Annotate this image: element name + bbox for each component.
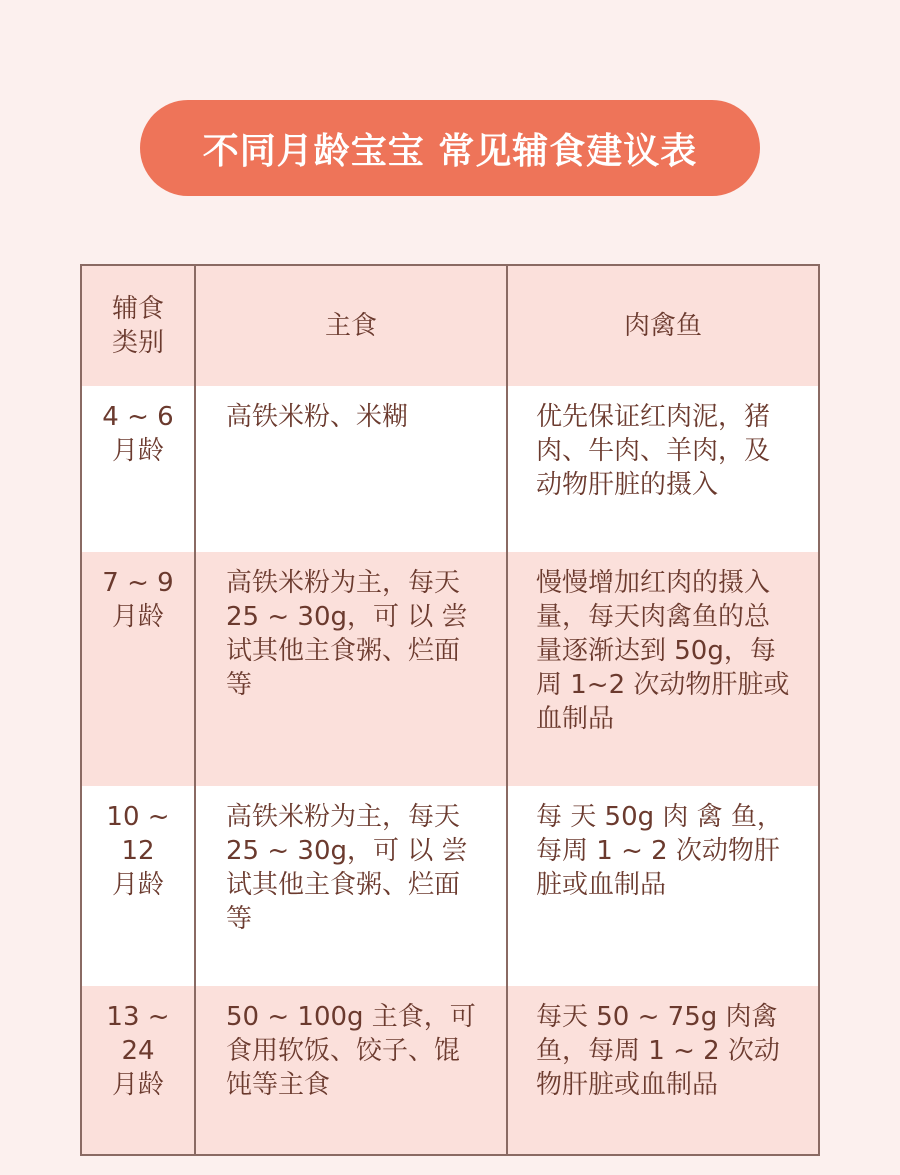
age-unit: 月龄 [111, 870, 164, 900]
age-range: 10 ~ 12 [106, 802, 170, 866]
meat-text: 物肝脏或血制品 [536, 1070, 719, 1100]
staple-text: 25 ~ 30g，可 以 尝 [226, 602, 468, 632]
meat-text: 量逐渐达到 50g，每 [536, 636, 776, 666]
age-range: 4 ~ 6 [102, 402, 174, 432]
age-cell [82, 386, 196, 552]
age-unit: 月龄 [111, 602, 164, 632]
meat-text: 每 天 50g 肉 禽 鱼， [536, 802, 783, 832]
table-header-row [82, 266, 818, 386]
age-cell [82, 986, 196, 1154]
staple-text: 等 [226, 904, 253, 934]
meat-text: 血制品 [536, 704, 615, 734]
meat-cell [508, 786, 818, 986]
age-range: 7 ~ 9 [102, 568, 174, 598]
table-row [82, 552, 818, 786]
meat-text: 鱼，每周 1 ~ 2 次动 [536, 1036, 780, 1066]
meat-text: 优先保证红肉泥，猪 [536, 402, 771, 432]
staple-cell [196, 552, 508, 786]
table-row [82, 786, 818, 986]
meat-text: 慢慢增加红肉的摄入 [536, 568, 771, 598]
staple-cell [196, 786, 508, 986]
staple-text: 试其他主食粥、烂面 [226, 636, 461, 666]
header-meat: 肉禽鱼 [623, 311, 702, 341]
staple-text: 饨等主食 [226, 1070, 331, 1100]
meat-text: 每周 1 ~ 2 次动物肝 [536, 836, 780, 866]
meat-text: 周 1~2 次动物肝脏或 [536, 670, 790, 700]
meat-text: 动物肝脏的摄入 [536, 470, 719, 500]
age-cell [82, 786, 196, 986]
staple-cell [196, 386, 508, 552]
meat-text: 脏或血制品 [536, 870, 667, 900]
meat-cell [508, 986, 818, 1154]
meat-text: 肉、牛肉、羊肉，及 [536, 436, 771, 466]
staple-text: 高铁米粉为主，每天 [226, 802, 461, 832]
header-category-line1: 辅食 [111, 294, 164, 324]
staple-text: 食用软饭、饺子、馄 [226, 1036, 461, 1066]
staple-text: 试其他主食粥、烂面 [226, 870, 461, 900]
age-range: 13 ~ 24 [106, 1002, 170, 1066]
meat-text: 量，每天肉禽鱼的总 [536, 602, 771, 632]
page-title: 不同月龄宝宝 常见辅食建议表 [140, 100, 760, 196]
header-category [82, 266, 196, 386]
feeding-table [80, 264, 820, 1156]
header-staple: 主食 [196, 266, 508, 386]
staple-text: 高铁米粉、米糊 [226, 402, 409, 432]
age-unit: 月龄 [111, 436, 164, 466]
table-row [82, 986, 818, 1154]
staple-text: 等 [226, 670, 253, 700]
meat-text: 每天 50 ~ 75g 肉禽 [536, 1002, 778, 1032]
staple-text: 50 ~ 100g 主食，可 [226, 1002, 476, 1032]
age-unit: 月龄 [111, 1070, 164, 1100]
meat-cell [508, 386, 818, 552]
staple-text: 高铁米粉为主，每天 [226, 568, 461, 598]
header-category-line2: 类别 [111, 328, 164, 358]
staple-text: 25 ~ 30g，可 以 尝 [226, 836, 468, 866]
meat-cell [508, 552, 818, 786]
table-row [82, 386, 818, 552]
staple-cell [196, 986, 508, 1154]
age-cell [82, 552, 196, 786]
